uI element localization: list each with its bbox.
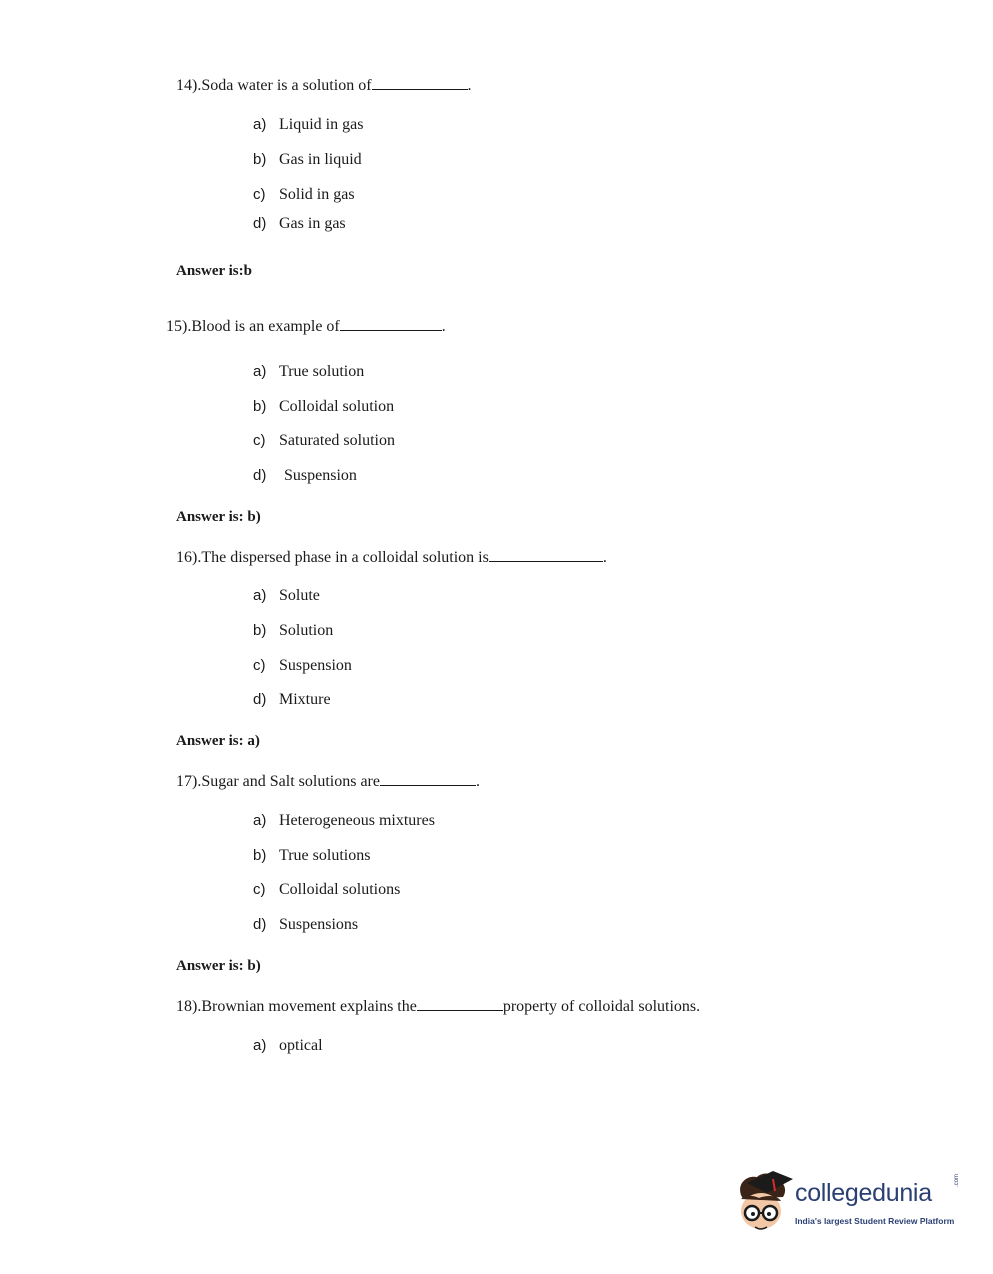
question-suffix: . [602,549,607,566]
answer-15: Answer is: b) [176,509,261,525]
answer-blank [489,547,603,562]
option-17-c: c) Colloidal solutions [253,881,401,898]
question-16 [176,547,607,568]
answer-blank [380,771,476,786]
option-14-c: c) Solid in gas [253,186,355,203]
collegedunia-logo [733,1165,963,1237]
question-text: 16).The dispersed phase in a colloidal solution is [176,549,489,566]
option-14-d: d) Gas in gas [253,215,346,232]
question-suffix: property of colloidal solutions. [502,998,701,1015]
student-mascot-icon [733,1165,795,1237]
question-text: 14).Soda water is a solution of [176,77,372,94]
answer-14: Answer is:b [176,263,252,279]
option-17-b: b) True solutions [253,847,371,864]
option-18-a: a) optical [253,1037,323,1054]
logo-domain: .com [954,1173,960,1187]
option-14-a: a) Liquid in gas [253,116,364,133]
option-15-c: c) Saturated solution [253,432,395,449]
question-text: 15).Blood is an example of [166,318,340,335]
question-suffix: . [475,773,480,790]
question-suffix: . [441,318,446,335]
question-text: 17).Sugar and Salt solutions are [176,773,380,790]
question-14 [176,75,472,96]
question-text: 18).Brownian movement explains the [176,998,417,1015]
question-18 [176,996,700,1017]
answer-blank [372,75,468,90]
option-16-c: c) Suspension [253,657,352,674]
option-17-d: d) Suspensions [253,916,359,933]
answer-blank [417,996,503,1011]
answer-16: Answer is: a) [176,733,260,749]
logo-wordmark: collegedunia [795,1179,932,1207]
option-15-a: a) True solution [253,363,365,380]
question-17 [176,771,480,792]
question-15 [166,316,446,337]
logo-tagline: India's largest Student Review Platform [795,1216,955,1226]
option-14-b: b) Gas in liquid [253,151,362,168]
option-16-d: d) Mixture [253,691,331,708]
option-16-a: a) Solute [253,587,320,604]
option-17-a: a) Heterogeneous mixtures [253,812,435,829]
question-suffix: . [467,77,472,94]
answer-blank [340,316,442,331]
option-15-d: d) Suspension [253,467,357,484]
option-15-b: b) Colloidal solution [253,398,395,415]
option-16-b: b) Solution [253,622,334,639]
answer-17: Answer is: b) [176,958,261,974]
